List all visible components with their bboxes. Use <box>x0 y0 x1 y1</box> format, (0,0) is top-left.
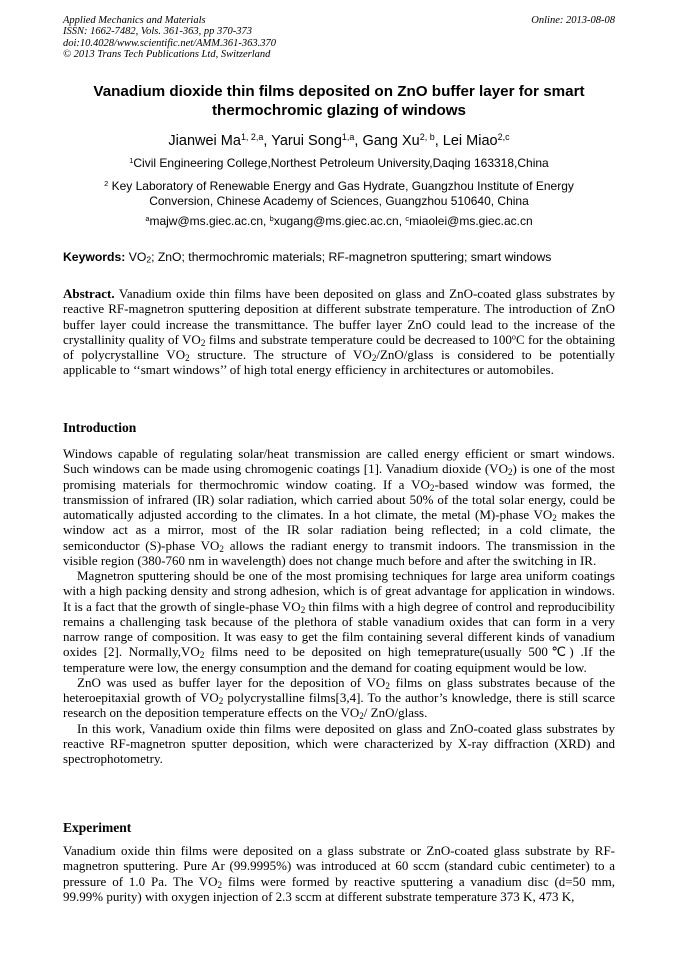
subscript: 2 <box>199 650 205 661</box>
affiliation-2 <box>63 179 615 209</box>
subscript: 2 <box>217 879 223 890</box>
subscript: 2 <box>429 482 435 493</box>
paragraph <box>63 675 615 721</box>
subscript: 2 <box>385 680 390 691</box>
abstract-label: Abstract. <box>63 286 115 301</box>
subscript: 2 <box>371 352 377 363</box>
email-sup: a <box>145 213 150 223</box>
journal-name: Applied Mechanics and Materials <box>63 15 206 26</box>
abstract-text: films and substrate temperature could be decreased to 100 <box>205 331 512 347</box>
affiliation-1 <box>63 156 615 171</box>
copyright-line: © 2013 Trans Tech Publications Ltd, Switzerland <box>63 49 271 61</box>
subscript: 2 <box>552 512 557 523</box>
email-link[interactable]: miaolei@ms.giec.ac.cn <box>409 214 533 228</box>
paragraph-text: ) is one of the most promising materials for thermochromic window coating. If a VO <box>63 461 616 492</box>
keyword-sub: 2 <box>146 254 152 265</box>
section-heading-introduction: Introduction <box>63 420 137 435</box>
paragraph-text: allows the radiant energy to transmit indoors. The transmission in the visible region (380-760 nm in wavelength) does not change much before and after the switching in IR. <box>63 537 615 568</box>
email-sup: c <box>405 213 410 223</box>
doi-line: doi:10.4028/www.scientific.net/AMM.361-363.370 <box>63 37 276 49</box>
issn-line: ISSN: 1662-7482, Vols. 361-363, pp 370-373 <box>63 26 252 38</box>
experiment-body <box>63 843 615 904</box>
subscript: 2 <box>507 467 513 478</box>
keywords <box>63 249 615 265</box>
subscript: 2 <box>359 711 364 722</box>
paragraph-text: films need to be deposited on high temeprature(usually 500℃) .If the temperature were low, the energy consumption and the demand for coating equipment would be low. <box>63 644 615 675</box>
abstract-text: structure. The structure of VO <box>189 347 372 362</box>
abstract-text: C for the obtaining of polycrystalline VO <box>63 331 616 362</box>
author-affil-sup: 1,a <box>341 132 355 143</box>
email-sup: b <box>269 213 274 223</box>
paragraph-text: makes the window act as a mirror, most of the IR solar radiation being reflected; in a cold climate, the semiconductor (S)-phase VO <box>63 507 615 553</box>
keywords-label: Keywords: <box>63 250 126 264</box>
paper-title: Vanadium dioxide thin films deposited on ZnO buffer layer for smart thermochromic glazing of windows <box>93 83 585 119</box>
author-name: Lei Miao <box>442 133 498 149</box>
paragraph-text: -based window was formed, the transmission of infrared (IR) solar radiation, which carried about 50% of the total solar energy, could be automatically adjusted according to the climates. In a hot climate, the metal (M)-phase VO <box>63 476 615 522</box>
subscript: 2 <box>185 352 190 363</box>
abstract-text: /ZnO/glass is considered to be potentially applicable to ‘‘smart windows’’ of high total energy efficiency in architectures or automobiles. <box>63 347 615 378</box>
affiliation-sup: 2 <box>104 178 109 188</box>
paragraph-text: Windows capable of regulating solar/heat transmission are called energy efficient or smart windows. Such windows can be made using chromogenic coatings [1]. Vanadium dioxide (VO <box>63 446 615 477</box>
superscript: o <box>511 332 516 342</box>
paragraph <box>63 446 615 568</box>
author-name: Jianwei Ma <box>168 133 241 149</box>
subscript: 2 <box>219 543 224 554</box>
author-affil-sup: 2,c <box>497 132 510 143</box>
paragraph-text: Magnetron sputtering should be one of the most promising techniques for large area uniform coatings with a high packing density and strong adhesion, which is of great advantage for application in windows. It is a fact that the growth of single-phase VO <box>63 568 615 614</box>
paragraph-text: ZnO was used as buffer layer for the deposition of VO <box>77 674 386 690</box>
paragraph-text: Vanadium oxide thin films were deposited on a glass substrate or ZnO-coated glass substrate by RF-magnetron sputtering. Pure Ar (99.9995%) was introduced at 60 sccm (standard cubic centimeter) to a pressure of 1.0 Pa. The VO <box>63 843 615 889</box>
affiliation-text: Civil Engineering College,Northest Petroleum University,Daqing 163318,China <box>133 156 549 170</box>
affiliation-sup: 1 <box>129 155 134 165</box>
subscript: 2 <box>300 604 306 615</box>
abstract <box>63 286 615 378</box>
author-affil-sup: 2, b <box>419 132 435 143</box>
paragraph-text: / ZnO/glass. <box>363 705 428 721</box>
paragraph-text: In this work, Vanadium oxide thin films were deposited on glass and ZnO-coated glass substrates by reactive RF-magnetron sputter deposition, which were characterized by X-ray diffraction (XRD) and spectrophotometry. <box>63 720 615 766</box>
journal-header <box>63 15 615 61</box>
email-list: $^a$majw@ms.giec.ac.cn, $^b$xugang@ms.giec.ac.cn, $^c$miaolei@ms.giec.ac.cn <box>145 213 533 228</box>
email-link[interactable]: majw@ms.giec.ac.cn <box>149 214 263 228</box>
keyword-text: ; ZnO; thermochromic materials; RF-magnetron sputtering; smart windows <box>151 250 552 264</box>
section-heading-experiment: Experiment <box>63 820 132 835</box>
paragraph <box>63 721 615 767</box>
email-link[interactable]: xugang@ms.giec.ac.cn <box>273 214 399 228</box>
keyword-text: VO <box>128 250 147 264</box>
author-name: Gang Xu <box>362 133 420 149</box>
paragraph-text: polycrystalline films[3,4]. To the author’s knowledge, there is still scarce research on the deposition temperature effects on the VO <box>63 690 615 721</box>
subscript: 2 <box>218 695 224 706</box>
subscript: 2 <box>200 337 206 348</box>
affiliation-text: Key Laboratory of Renewable Energy and Gas Hydrate, Guangzhou Institute of Energy Conversion, Chinese Academy of Sciences, Guangzhou 510640, China <box>111 179 574 208</box>
paragraph <box>63 568 615 675</box>
author-name: Yarui Song <box>271 133 342 149</box>
paragraph-text: thin films with a high degree of control and reproducibility remains a challenging task because of the plethora of stable vanadium oxides that can form in a very narrow range of composition. It was easy to get the film containing several different kinds of vanadium oxides [2]. Normally,VO <box>63 598 616 660</box>
author-affil-sup: 1, 2,a <box>240 132 264 143</box>
introduction-body <box>63 446 615 766</box>
paragraph-text: films were formed by reactive sputtering a vanadium disc (d=50 mm, 99.99% purity) with oxygen injection of 2.3 sccm at different substrate temperature 373 K, 473 K, <box>63 873 615 904</box>
author-list: Jianwei Ma$^{1, 2,a}$, Yarui Song$^{1,a}$, Gang Xu$^{2, b}$, Lei Miao$^{2,c}$ <box>168 132 510 149</box>
paragraph-text: films on glass substrates because of the heteroepitaxial growth of VO <box>63 674 615 705</box>
abstract-text: Vanadium oxide thin films have been deposited on glass and ZnO-coated glass substrates by reactive RF-magnetron sputtering deposition at different substrate temperature. The introduction of ZnO buffer layer could increase the transmittance. The buffer layer ZnO could lead to the increase of the crystallinity quality of VO <box>63 286 615 347</box>
online-date: Online: 2013-08-08 <box>531 15 615 26</box>
